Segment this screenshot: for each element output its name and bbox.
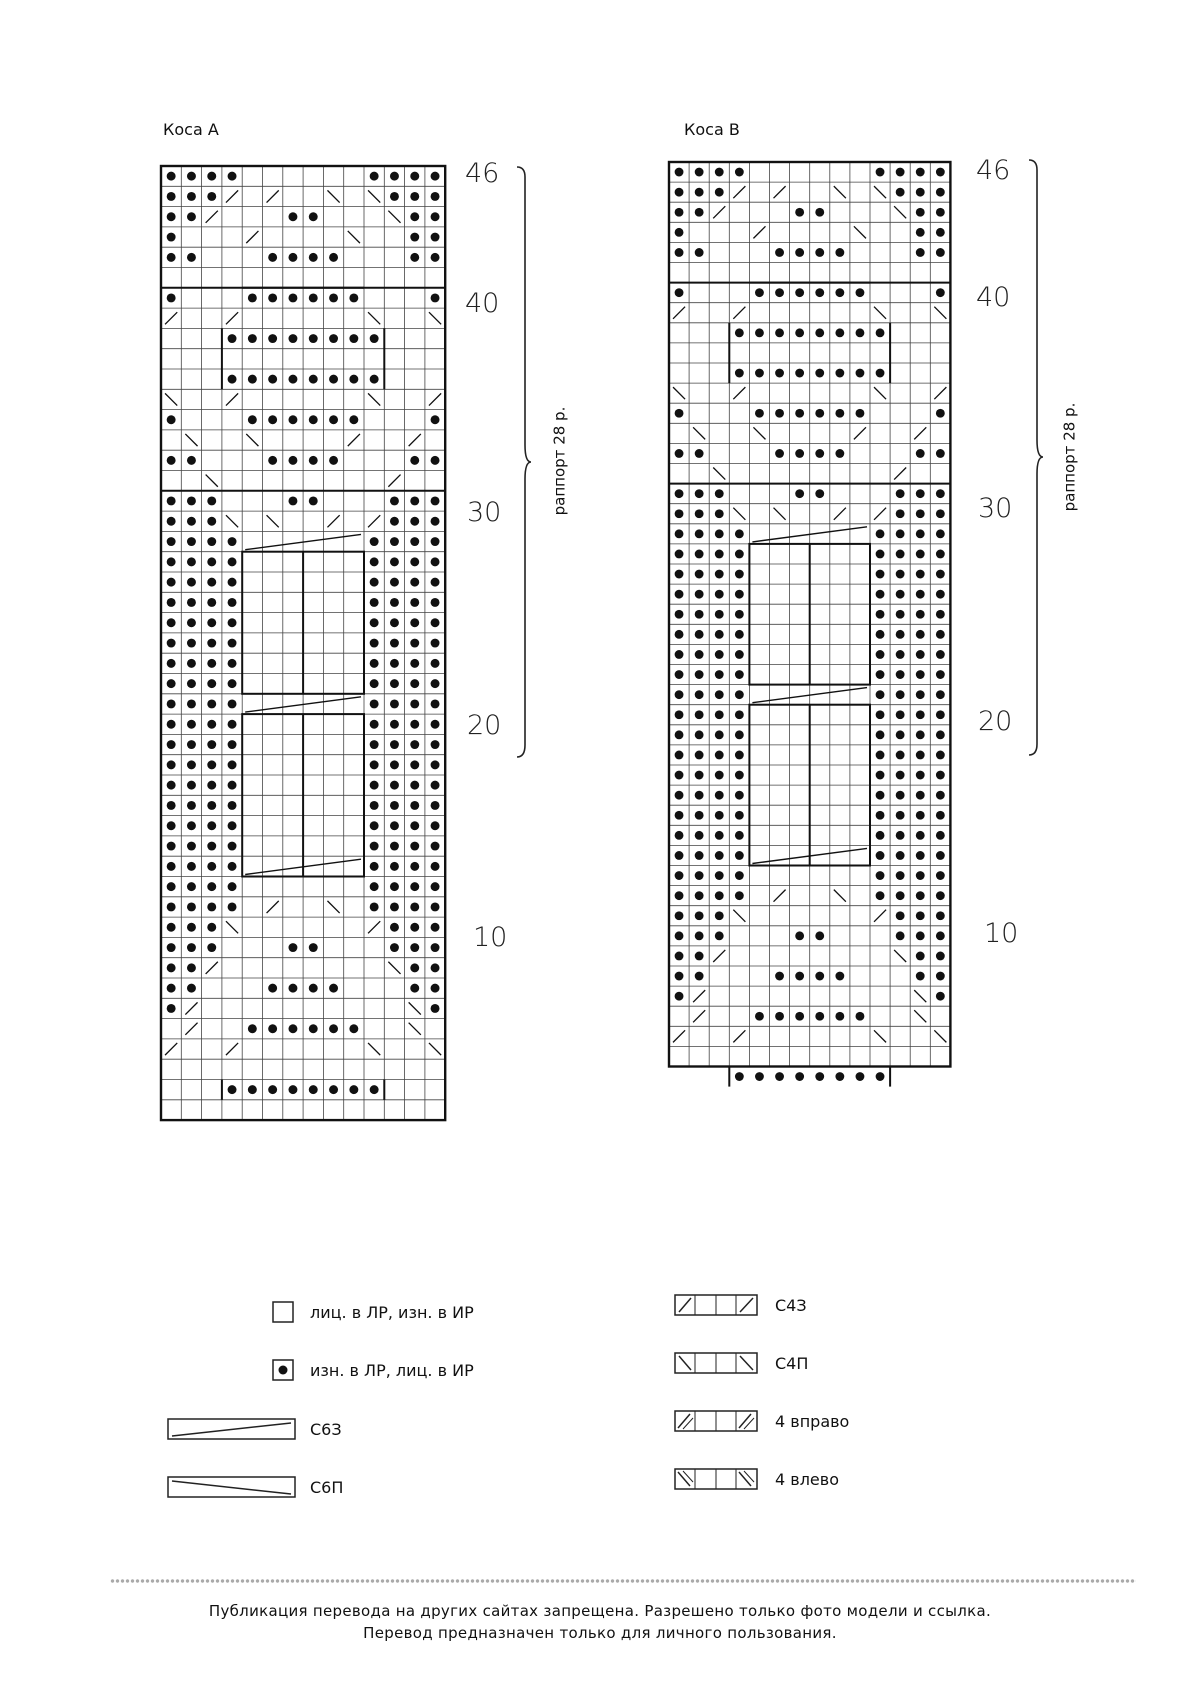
- chart-a-repeat-label: раппорт 28 р.: [550, 406, 569, 516]
- chart-b-row-10: 10: [984, 918, 1019, 949]
- chart-b-row-40: 40: [976, 282, 1011, 313]
- legend-purl-label: изн. в ЛР, лиц. в ИР: [310, 1361, 474, 1380]
- purl-dot-square-icon: [272, 1359, 294, 1381]
- chart-a-row-30: 30: [467, 497, 502, 528]
- chart-a-repeat-bracket: [515, 165, 535, 760]
- legend-knit: [272, 1301, 294, 1323]
- cross-4-left-icon: [674, 1468, 758, 1490]
- footer-line-2: Перевод предназначен только для личного пользования.: [363, 1624, 837, 1642]
- cable-6-left-icon: [167, 1418, 297, 1440]
- legend-c6l-label: С6З: [310, 1420, 342, 1439]
- chart-b-row-20: 20: [978, 706, 1013, 737]
- legend-c6r-label: С6П: [310, 1478, 344, 1497]
- chart-b-row-30: 30: [978, 493, 1013, 524]
- legend-c4l-label: С4З: [775, 1296, 807, 1315]
- footer: [0, 1600, 1200, 1644]
- legend-knit-label: лиц. в ЛР, изн. в ИР: [310, 1303, 474, 1322]
- legend-purl: [272, 1359, 294, 1381]
- cross-4-right-icon: [674, 1410, 758, 1432]
- knitting-chart-svg: [160, 165, 446, 1121]
- chart-b-title: Коса В: [684, 120, 740, 139]
- chart-a-row-46: 46: [465, 158, 500, 189]
- legend-c6r: [167, 1476, 297, 1498]
- chart-a-title: Коса А: [163, 120, 219, 139]
- chart-b-grid: [668, 161, 951, 1068]
- cable-4-left-icon: [674, 1294, 758, 1316]
- legend-x4r: [674, 1410, 758, 1432]
- legend-x4l: [674, 1468, 758, 1490]
- chart-b-repeat-bracket: [1027, 158, 1047, 758]
- knit-square-icon: [272, 1301, 294, 1323]
- legend-c4l: [674, 1294, 758, 1316]
- chart-a-row-10: 10: [473, 922, 508, 953]
- knitting-chart-svg: [668, 161, 951, 1068]
- legend-x4r-label: 4 вправо: [775, 1412, 850, 1431]
- legend-c4r: [674, 1352, 758, 1374]
- separator-line: [110, 1578, 1136, 1584]
- chart-a-grid: [160, 165, 446, 1121]
- cable-6-right-icon: [167, 1476, 297, 1498]
- chart-a-row-20: 20: [467, 710, 502, 741]
- chart-b-row-46: 46: [976, 155, 1011, 186]
- chart-a-row-40: 40: [465, 288, 500, 319]
- legend-x4l-label: 4 влево: [775, 1470, 839, 1489]
- chart-b-repeat-label: раппорт 28 р.: [1060, 402, 1079, 512]
- cable-4-right-icon: [674, 1352, 758, 1374]
- footer-line-1: Публикация перевода на других сайтах запрещена. Разрешено только фото модели и ссылка.: [208, 1602, 992, 1620]
- legend-c6l: [167, 1418, 297, 1440]
- legend-c4r-label: С4П: [775, 1354, 809, 1373]
